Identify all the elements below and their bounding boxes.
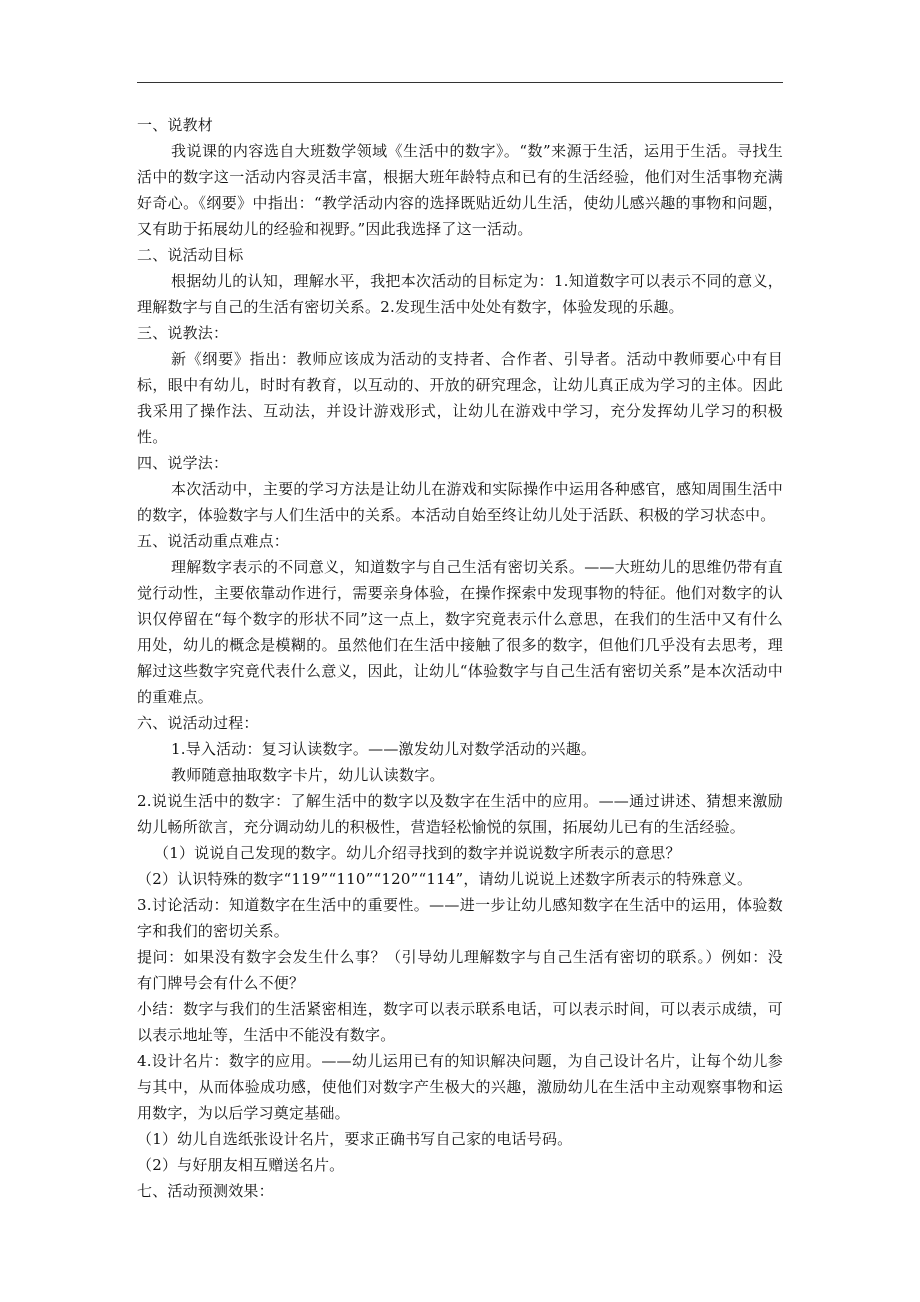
paragraph: 小结：数字与我们的生活紧密相连，数字可以表示联系电话，可以表示时间，可以表示成绩，可以表示地址等，生活中不能没有数字。 xyxy=(137,1000,783,1044)
paragraph: （1）幼儿自选纸张设计名片，要求正确书写自己家的电话号码。 xyxy=(137,1130,573,1148)
paragraph: 1.导入活动：复习认读数字。——激发幼儿对数学活动的兴趣。 xyxy=(171,740,597,758)
paragraph: 新《纲要》指出：教师应该成为活动的支持者、合作者、引导者。活动中教师要心中有目标，眼中有幼儿，时时有教育，以互动的、开放的研究理念，让幼儿真正成为学习的主体。因此我采用了操作法、互动法，并设计游戏形式，让幼儿在游戏中学习，充分发挥幼儿学习的积极性。 xyxy=(137,350,783,446)
document-body xyxy=(137,112,783,1204)
paragraph: （1）说说自己发现的数字。幼儿介绍寻找到的数字并说说数字所表示的意思？ xyxy=(154,844,681,862)
paragraph: 教师随意抽取数字卡片，幼儿认读数字。 xyxy=(171,766,445,784)
paragraph: 根据幼儿的认知，理解水平，我把本次活动的目标定为：1.知道数字可以表示不同的意义，理解数字与自己的生活有密切关系。2.发现生活中处处有数字，体验发现的乐趣。 xyxy=(137,272,783,316)
section-heading: 六、说活动过程： xyxy=(137,714,259,732)
paragraph: （2）认识特殊的数字“119”“110”“120”“114”，请幼儿说说上述数字所表示的特殊意义。 xyxy=(137,870,753,888)
section-heading: 四、说学法： xyxy=(137,454,229,472)
paragraph: 本次活动中，主要的学习方法是让幼儿在游戏和实际操作中运用各种感官，感知周围生活中的数字，体验数字与人们生活中的关系。本活动自始至终让幼儿处于活跃、积极的学习状态中。 xyxy=(137,480,783,524)
paragraph: 2.说说生活中的数字：了解生活中的数字以及数字在生活中的应用。——通过讲述、猜想来激励幼儿畅所欲言，充分调动幼儿的积极性，营造轻松愉悦的氛围，拓展幼儿已有的生活经验。 xyxy=(137,792,783,836)
section-heading: 二、说活动目标 xyxy=(137,246,244,264)
section-heading: 三、说教法： xyxy=(137,324,229,342)
paragraph: 3.讨论活动：知道数字在生活中的重要性。——进一步让幼儿感知数字在生活中的运用，体验数字和我们的密切关系。 xyxy=(137,896,783,940)
paragraph: 4.设计名片：数字的应用。——幼儿运用已有的知识解决问题，为自己设计名片，让每个幼儿参与其中，从而体验成功感，使他们对数字产生极大的兴趣，激励幼儿在生活中主动观察事物和运用数字，为以后学习奠定基础。 xyxy=(137,1052,783,1122)
paragraph: 提问：如果没有数字会发生什么事？（引导幼儿理解数字与自己生活有密切的联系。）例如：没有门牌号会有什么不便？ xyxy=(137,948,783,992)
section-heading: 七、活动预测效果： xyxy=(137,1182,274,1200)
section-heading: 五、说活动重点难点： xyxy=(137,532,290,550)
paragraph: 我说课的内容选自大班数学领域《生活中的数字》。“数”来源于生活，运用于生活。寻找生活中的数字这一活动内容灵活丰富，根据大班年龄特点和已有的生活经验，他们对生活事物充满好奇心。《纲要》中指出：“教学活动内容的选择既贴近幼儿生活，使幼儿感兴趣的事物和问题，又有助于拓展幼儿的经验和视野。”因此我选择了这一活动。 xyxy=(137,142,783,238)
header-rule xyxy=(137,82,783,83)
paragraph: 理解数字表示的不同意义，知道数字与自己生活有密切关系。——大班幼儿的思维仍带有直觉行动性，主要依靠动作进行，需要亲身体验，在操作探索中发现事物的特征。他们对数字的认识仅停留在“每个数字的形状不同”这一点上，数字究竟表示什么意思，在我们的生活中又有什么用处，幼儿的概念是模糊的。虽然他们在生活中接触了很多的数字，但他们几乎没有去思考，理解过这些数字究竟代表什么意义，因此，让幼儿“体验数字与自己生活有密切关系”是本次活动中的重难点。 xyxy=(137,558,783,706)
section-heading: 一、说教材 xyxy=(137,116,214,134)
paragraph: （2）与好朋友相互赠送名片。 xyxy=(137,1156,345,1174)
